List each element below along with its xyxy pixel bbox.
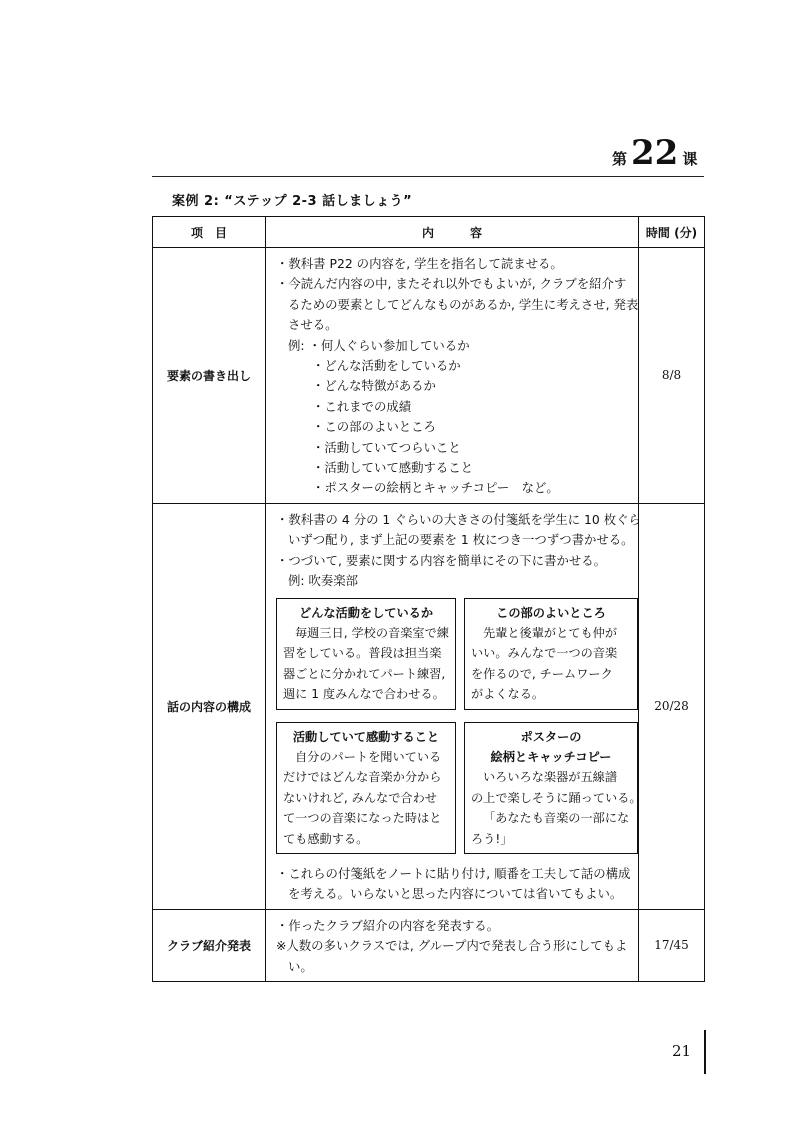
sticky-note-line: だけではどんな音楽か分から [283,770,442,785]
sticky-note-line: ろう!」 [471,831,513,846]
row-time: 20/28 [639,503,705,909]
table-row [153,909,705,981]
sticky-note-line: を作るので, チームワーク [471,666,613,681]
header-content: 内 容 [266,217,639,248]
chapter-number: 22 [631,133,679,173]
content-line: 例: 吹奏楽部 [288,573,359,589]
sticky-note-line: 週に 1 度みんなで合わせる。 [283,687,445,702]
sticky-note-title: どんな活動をしているか [298,605,434,620]
chapter-suffix: 课 [682,150,698,168]
sticky-note-line: 習をしている。普段は担当楽 [283,646,442,661]
sticky-note-title: 活動していて感動すること [292,729,440,744]
row-content [266,248,639,504]
sticky-note [464,598,638,710]
header-time: 時間 (分) [639,217,705,248]
content-line: ・この部のよいところ [312,419,436,435]
row-item: 話の内容の構成 [153,503,266,909]
sticky-note-examples [276,598,642,854]
content-line: を考える。いらないと思った内容については省いてもよい。 [288,886,623,902]
content-line: 例: ・何人ぐらい参加しているか [288,337,470,353]
row-item: クラブ紹介発表 [153,909,266,981]
page-number: 21 [672,1042,692,1060]
content-line: ・教科書 P22 の内容を, 学生を指名して読ませる。 [276,256,563,271]
sticky-note-line: がよくなる。 [471,687,545,702]
case-title: 案例 2: “ステップ 2-3 話しましょう” [172,194,413,209]
sticky-note-line: の上で楽しそうに踊っている。 [471,790,642,805]
sticky-note [464,722,642,854]
sticky-note [276,598,456,710]
row-item: 要素の書き出し [153,248,266,504]
content-line: ・どんな特徴があるか [312,378,436,394]
sticky-note-line: て一つの音楽になった時はと [283,811,442,826]
lesson-plan-table [152,216,705,982]
chapter-prefix: 第 [612,150,628,168]
content-line: ・ポスターの絵柄とキャッチコピー など。 [312,480,559,496]
row-content [266,503,642,909]
content-line: ・どんな活動をしているか [312,358,461,374]
header-item: 项 目 [153,217,266,248]
sticky-note-line: 器ごとに分かれてパート練習, [283,666,446,681]
row-content [266,909,639,981]
content-line: ・教科書の 4 分の 1 ぐらいの大きさの付箋紙を学生に 10 枚ぐら [276,511,641,527]
sticky-note-title: この部のよいところ [496,605,606,620]
content-line: い。 [288,958,313,974]
sticky-note [276,722,456,854]
content-line: ・これらの付箋紙をノートに貼り付け, 順番を工夫して話の構成 [276,865,631,881]
content-line: ・今読んだ内容の中, またそれ以外でもよいが, クラブを紹介す [276,276,627,292]
sticky-note-line: 毎週三日, 学校の音楽室で練 [295,625,449,640]
sticky-note-line: ないけれど, みんなで合わせ [283,790,437,805]
sticky-note-line: 先輩と後輩がとても仲が [483,625,618,640]
content-line: るための要素としてどんなものがあるか, 学生に考えさせ, 発表 [288,296,639,312]
row-time: 17/45 [639,909,705,981]
content-line: ・活動していてつらいこと [312,439,461,455]
sticky-note-line: 「あなたも音楽の一部にな [483,811,630,826]
table-row [153,248,705,504]
content-line: ・活動していて感動すること [312,460,474,476]
content-line: いずつ配り, まず上記の要素を 1 枚につき一つずつ書かせる。 [288,532,634,548]
table-header-row [153,217,705,248]
content-line: させる。 [288,317,338,333]
content-line: ※人数の多いクラスでは, グループ内で発表し合う形にしてもよ [276,938,628,954]
page-margin-bar [704,1030,706,1074]
header-rule [152,176,704,177]
sticky-note-line: いろいろな楽器が五線譜 [483,770,618,785]
sticky-note-line: 自分のパートを聞いている [295,749,442,764]
sticky-note-title: ポスターの 絵柄とキャッチコピー [490,729,612,764]
row-time: 8/8 [639,248,705,504]
content-line: ・つづいて, 要素に関する内容を簡単にその下に書かせる。 [276,552,607,568]
table-row [153,503,705,909]
sticky-note-line: いい。みんなで一つの音楽 [471,646,618,661]
sticky-note-line: ても感動する。 [283,831,369,846]
content-line: ・これまでの成績 [312,398,412,414]
chapter-heading [612,133,698,173]
content-line: ・作ったクラブ紹介の内容を発表する。 [276,917,500,933]
